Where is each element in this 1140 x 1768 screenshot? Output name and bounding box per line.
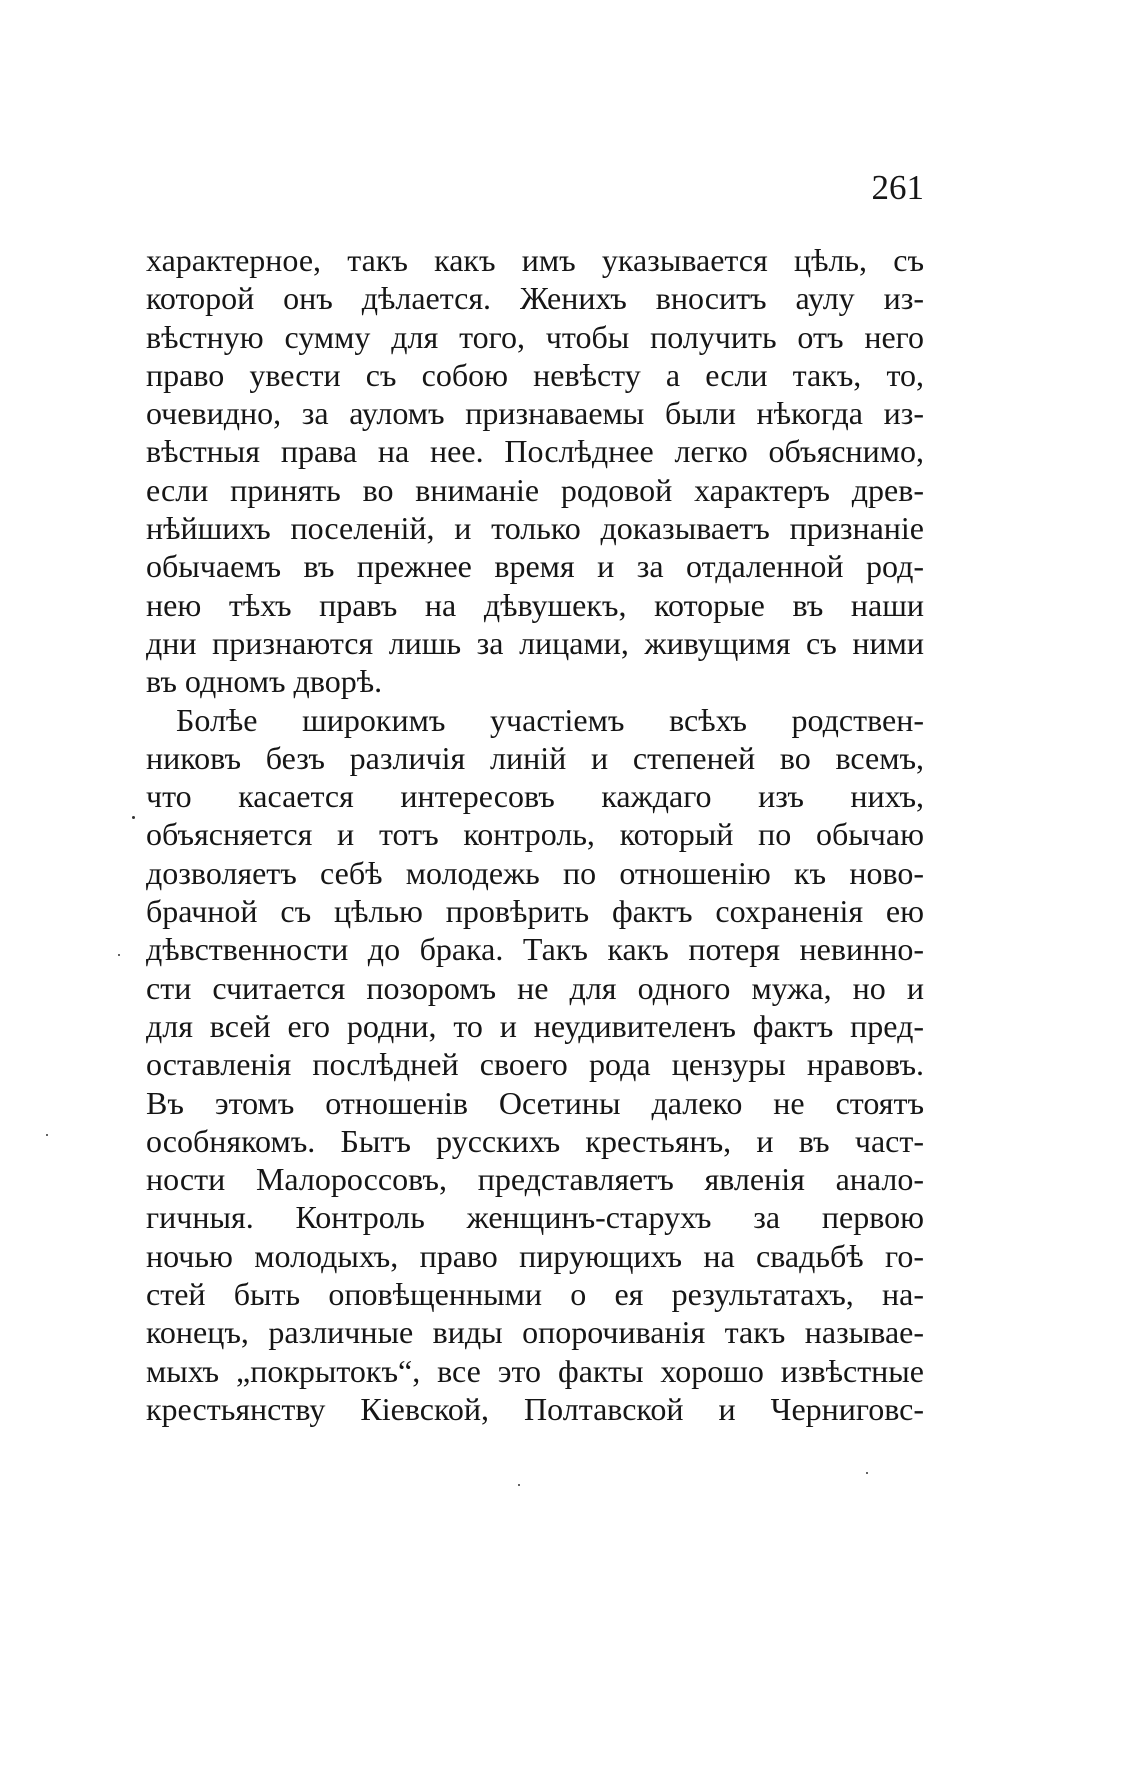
text-line: обычаемъ въ прежнее время и за отдаленной род- [146, 548, 924, 585]
page-number: 261 [871, 168, 924, 207]
text-line: если принять во вниманіе родовой характеръ древ- [146, 471, 924, 508]
text-line: вѣстныя права на нее. Послѣднее легко объяснимо, [146, 433, 924, 470]
scan-speck [46, 1134, 48, 1136]
text-line: ности Малороссовъ, представляетъ явленія анало- [146, 1161, 924, 1198]
text-line: Въ этомъ отношенів Осетины далеко не стоятъ [146, 1084, 924, 1121]
text-line: дѣвственности до брака. Такъ какъ потеря невинно- [146, 931, 924, 968]
text-line: мыхъ „покрытокъ“, все это факты хорошо извѣстные [146, 1352, 924, 1389]
scan-speck [132, 816, 135, 819]
scan-speck [518, 1484, 520, 1486]
text-line: оставленія послѣдней своего рода цензуры нравовъ. [146, 1046, 924, 1083]
text-line: конецъ, различные виды опорочиванія такъ называе- [146, 1314, 924, 1351]
text-line: брачной съ цѣлью провѣрить фактъ сохраненія ею [146, 893, 924, 930]
text-line: право увести съ собою невѣсту а если такъ, то, [146, 356, 924, 393]
text-line: крестьянству Кіевской, Полтавской и Черниговс- [146, 1390, 924, 1427]
text-line: характерное, такъ какъ имъ указывается цѣль, съ [146, 242, 924, 278]
text-line: которой онъ дѣлается. Женихъ вноситъ аулу из- [146, 280, 924, 317]
text-line: объясняется и тотъ контроль, который по обычаю [146, 816, 924, 853]
scan-speck [866, 1472, 868, 1474]
body-text [146, 241, 924, 1428]
text-line: что касается интересовъ каждаго изъ нихъ, [146, 778, 924, 815]
text-line: ночью молодыхъ, право пирующихъ на свадьбѣ го- [146, 1237, 924, 1274]
text-line: очевидно, за ауломъ признаваемы были нѣкогда из- [146, 395, 924, 432]
text-line: нѣйшихъ поселеній, и только доказываетъ признаніе [146, 510, 924, 547]
text-line: для всей его родни, то и неудивителенъ фактъ пред- [146, 1007, 924, 1044]
text-line: гичныя. Контроль женщинъ-старухъ за первою [146, 1199, 924, 1236]
scan-speck [118, 954, 120, 956]
text-line: стей быть оповѣщенными о ея результатахъ, на- [146, 1276, 924, 1313]
text-line: Болѣе широкимъ участіемъ всѣхъ родствен- [176, 701, 924, 738]
paragraph-1 [146, 241, 924, 701]
text-line: въ одномъ дворѣ. [146, 663, 383, 700]
paragraph-2 [146, 701, 924, 1429]
text-line: особнякомъ. Бытъ русскихъ крестьянъ, и въ част- [146, 1122, 924, 1159]
text-line: дни признаются лишь за лицами, живущимя съ ними [146, 624, 924, 661]
text-line: сти считается позоромъ не для одного мужа, но и [146, 969, 924, 1006]
text-line: нею тѣхъ правъ на дѣвушекъ, которые въ наши [146, 586, 924, 623]
text-line: дозволяетъ себѣ молодежь по отношенію къ ново- [146, 854, 924, 891]
text-line: вѣстную сумму для того, чтобы получить отъ него [146, 318, 924, 355]
text-line: никовъ безъ различія линій и степеней во всемъ, [146, 739, 924, 776]
